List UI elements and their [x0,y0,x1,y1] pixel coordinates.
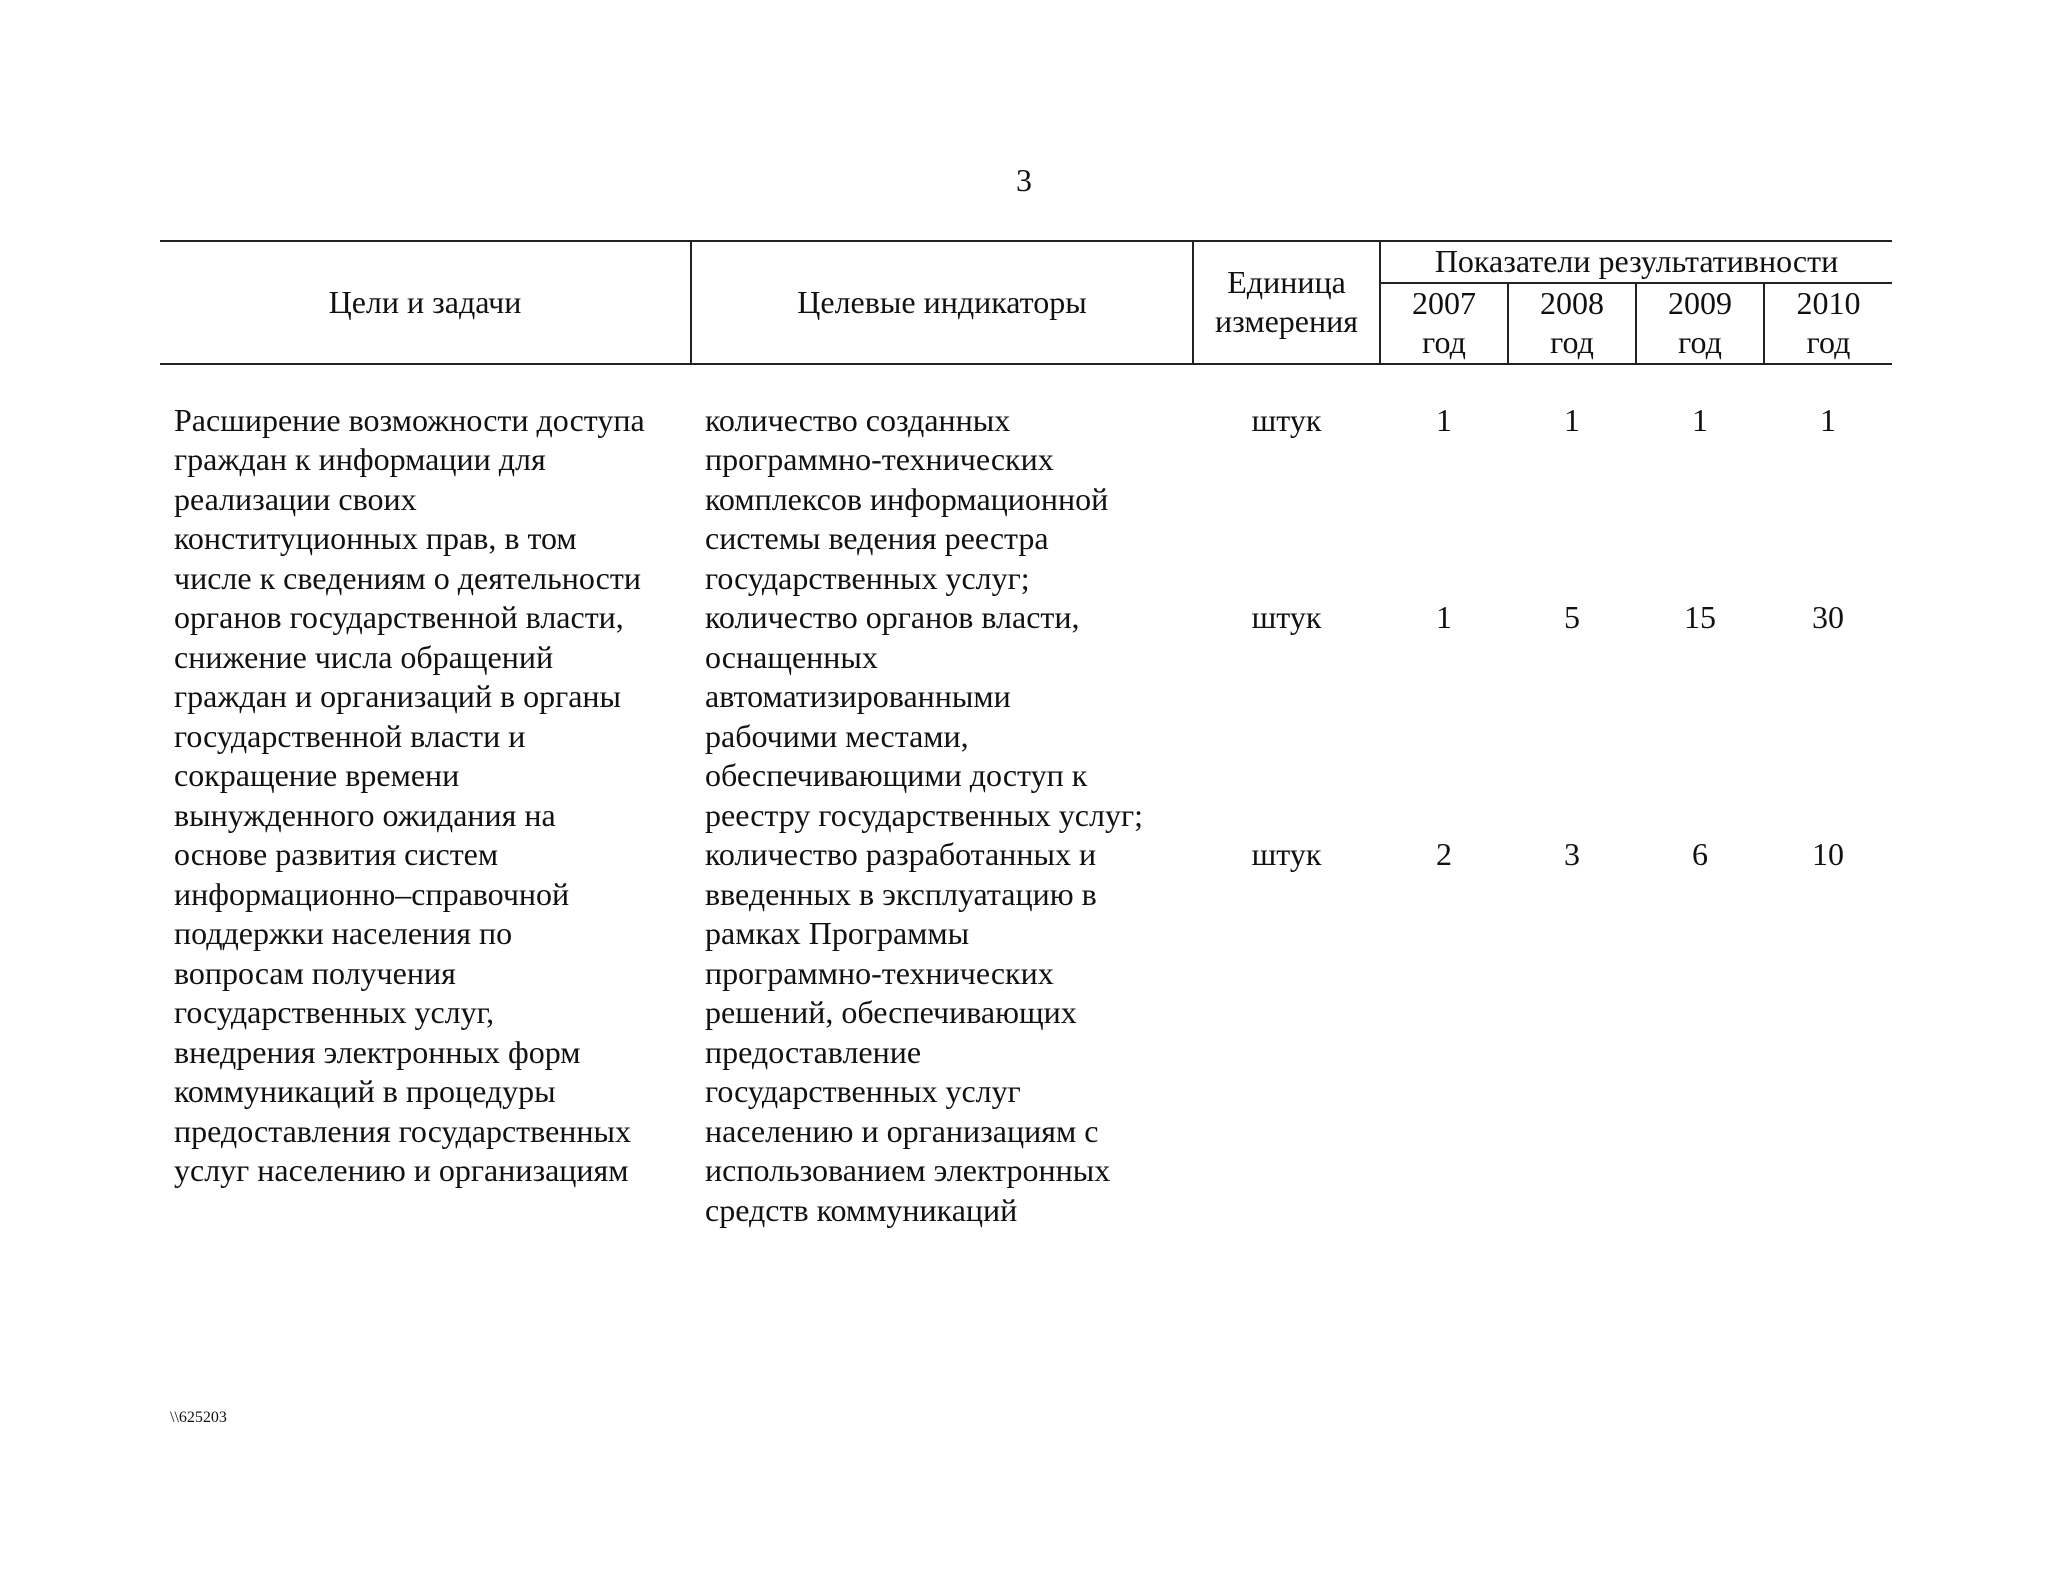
indicator-line: оснащенных [705,638,878,675]
indicator-line: использованием электронных [705,1152,1111,1188]
indicator-line: комплексов информационной [705,480,1109,517]
year-suffix: год [1806,324,1851,360]
year-label: 2007 [1412,284,1476,321]
header-year-2008 [1508,283,1636,364]
unit-cell [1193,401,1380,1231]
header-unit-line2: измерения [1215,303,1358,340]
table-row [160,401,1892,1231]
page-number: 3 [1016,162,1032,198]
indicator-line: населению и организациям с [705,1112,1099,1149]
indicators-table-container [160,240,1892,1230]
goal-line: Расширение возможности доступа [174,401,645,438]
year-suffix: год [1550,324,1594,360]
value-2008: 3 [1564,836,1580,872]
indicator-1 [705,401,1189,599]
indicator-line: средств коммуникаций [705,1191,1018,1228]
goal-line: внедрения электронных форм [174,1033,581,1070]
indicator-line: рабочими местами, [705,717,969,754]
year-suffix: год [1678,324,1722,360]
document-code: \\625203 [170,1409,227,1426]
indicator-line: рамках Программы [705,915,970,951]
indicator-line: количество созданных [705,401,1011,438]
indicator-3 [705,835,1189,1230]
indicators-table [160,240,1892,1230]
value-2008: 1 [1564,401,1580,438]
year-2010-cell [1764,401,1892,1231]
indicator-line: государственных услуг; [705,559,1030,596]
unit-value: штук [1251,599,1322,635]
value-2009: 1 [1692,401,1708,438]
goal-line: органов государственной власти, [174,599,624,635]
indicator-line: количество разработанных и [705,836,1097,872]
indicator-line: программно-технических [705,954,1054,991]
year-suffix: год [1422,324,1466,360]
goal-line: реализации своих [174,480,417,517]
year-2007-cell [1380,401,1508,1231]
value-2009: 15 [1684,599,1716,635]
unit-value: штук [1251,836,1322,872]
value-2010: 1 [1820,401,1836,438]
year-label: 2009 [1668,284,1732,321]
indicator-line: программно-технических [705,441,1054,477]
value-2007: 1 [1436,401,1452,438]
year-2009-cell [1636,401,1764,1231]
indicator-line: решений, обеспечивающих [705,994,1077,1030]
goal-line: вынужденного ожидания на [174,796,556,833]
value-2009: 6 [1692,836,1708,872]
unit-value: штук [1251,401,1322,438]
header-unit [1193,241,1380,364]
header-indicators: Целевые индикаторы [691,241,1193,364]
indicators-cell [691,401,1193,1231]
year-label: 2008 [1540,284,1604,321]
value-2007: 1 [1436,599,1452,635]
goal-line: государственных услуг, [174,994,495,1030]
header-performance: Показатели результативности [1380,241,1892,283]
value-2008: 5 [1564,599,1580,635]
header-goals: Цели и задачи [160,241,691,364]
header-year-2010 [1764,283,1892,364]
indicator-line: предоставление [705,1033,922,1070]
year-2008-cell [1508,401,1636,1231]
goals-cell [160,401,691,1231]
goal-line: информационно–справочной [174,875,570,912]
indicator-2 [705,598,1189,835]
goal-line: предоставления государственных [174,1112,632,1149]
value-2007: 2 [1436,836,1452,872]
indicator-line: системы ведения реестра [705,520,1049,556]
goal-line: граждан и организаций в органы [174,678,622,714]
indicator-line: государственных услуг [705,1073,1021,1109]
value-2010: 30 [1812,599,1844,635]
indicator-line: обеспечивающими доступ к [705,757,1088,793]
value-2010: 10 [1812,836,1844,872]
indicator-line: количество органов власти, [705,599,1080,635]
goal-line: конституционных прав, в том [174,520,577,556]
goal-line: сокращение времени [174,757,460,793]
header-year-2007 [1380,283,1508,364]
goal-line: поддержки населения по [174,915,513,951]
goal-line: граждан к информации для [174,441,546,477]
goal-line: вопросам получения [174,954,456,991]
goal-line: государственной власти и [174,717,526,754]
year-label: 2010 [1796,284,1861,321]
goal-line: коммуникаций в процедуры [174,1073,556,1109]
goal-line: услуг населению и организациям [174,1152,629,1188]
header-year-2009 [1636,283,1764,364]
goal-line: снижение числа обращений [174,638,554,675]
header-unit-line1: Единица [1227,263,1346,300]
goal-line: основе развития систем [174,836,499,872]
indicator-line: автоматизированными [705,678,1011,714]
indicator-line: реестру государственных услуг; [705,796,1143,833]
indicator-line: введенных в эксплуатацию в [705,875,1097,912]
goal-line: числе к сведениям о деятельности [174,559,641,596]
